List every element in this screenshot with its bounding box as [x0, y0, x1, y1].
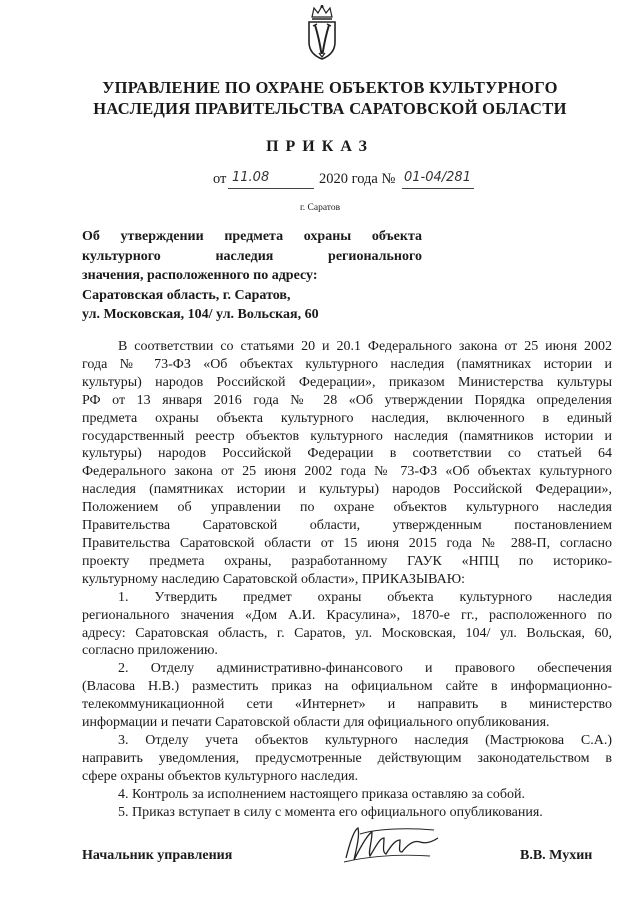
coat-of-arms-icon	[304, 4, 340, 60]
body-line: Федерального закона от 25 июня 2002 года № 73-ФЗ «Об объектах культурного	[82, 464, 612, 480]
date-prefix: от	[213, 171, 227, 187]
body-line: регионального значения «Дом А.И. Красулина», 1870-е гг., расположенного по	[82, 607, 612, 623]
body-line: телекоммуникационной сети «Интернет» и направить в министерство	[82, 697, 612, 713]
organization-name-line2: НАСЛЕДИЯ ПРАВИТЕЛЬСТВА САРАТОВСКОЙ ОБЛАСТИ	[93, 99, 567, 118]
body-line: направить уведомления, предусмотренные действующим законодательством в	[82, 750, 612, 766]
body-line: В соответствии со статьями 20 и 20.1 Федерального закона от 25 июня 2002	[118, 339, 612, 354]
body-line: сфере охраны объектов культурного наследия.	[82, 768, 359, 784]
body-line-item-2: 2. Отделу административно-финансового и правового обеспечения	[118, 661, 612, 677]
organization-name-line1: УПРАВЛЕНИЕ ПО ОХРАНЕ ОБЪЕКТОВ КУЛЬТУРНОГО	[102, 78, 558, 97]
subject-line: Саратовская область, г. Саратов,	[82, 287, 291, 303]
handwritten-signature-icon	[340, 822, 442, 866]
body-line-item-5: 5. Приказ вступает в силу с момента его официального опубликования.	[118, 804, 543, 820]
body-line: культуры) народов Российской Федерации», приказом Министерства культуры	[82, 374, 612, 390]
body-line: государственный реестр объектов культурного наследия (памятников истории и	[82, 428, 612, 444]
body-line-item-1: 1. Утвердить предмет охраны объекта культурного наследия	[118, 589, 612, 605]
city-label: г. Саратов	[299, 203, 341, 213]
handwritten-date: 11.08	[232, 170, 270, 185]
subject-line: ул. Московская, 104/ ул. Вольская, 60	[82, 307, 319, 322]
number-underline	[402, 188, 474, 189]
body-line: информации и печати Саратовской области для официального опубликования.	[82, 715, 550, 731]
body-line: проекту предмета охраны, разработанному ГАУК «НПЦ по историко-	[82, 553, 612, 569]
document-title: ПРИКАЗ	[266, 138, 374, 155]
body-line: адресу: Саратовская область, г. Саратов, ул. Московская, 104/ ул. Вольская, 60,	[82, 625, 612, 641]
subject-line: культурного наследия регионального	[82, 248, 422, 264]
subject-line: значения, расположенного по адресу:	[82, 268, 318, 283]
signatory-name: В.В. Мухин	[520, 848, 593, 863]
body-line: культурному наследию Саратовской области», ПРИКАЗЫВАЮ:	[82, 571, 465, 587]
handwritten-number: 01-04/281	[404, 170, 471, 185]
body-line: наследия (памятниках истории и культуры) народов Российской Федерации»,	[82, 482, 612, 498]
body-line: предмета охраны объекта культурного наследия, включенного в единый	[82, 410, 612, 426]
order-body	[82, 338, 612, 821]
body-line: Правительства Саратовской области от 15 июня 2015 года № 288-П, согласно	[82, 535, 612, 551]
year-text: 2020 года №	[319, 171, 396, 187]
order-subject	[82, 227, 422, 325]
body-line-item-4: 4. Контроль за исполнением настоящего приказа оставляю за собой.	[118, 786, 526, 802]
body-line: года № 73-ФЗ «Об объектах культурного наследия (памятниках истории и	[82, 356, 612, 372]
body-line: (Власова Н.В.) разместить приказ на официальном сайте в информационно-	[82, 679, 612, 695]
subject-line: Об утверждении предмета охраны объекта	[82, 229, 422, 244]
body-line: РФ от 13 января 2016 года № 28 «Об утверждении Порядка определения	[82, 392, 612, 408]
body-line: согласно приложению.	[82, 643, 218, 659]
body-line: Положением об управлении по охране объектов культурного наследия	[82, 500, 612, 516]
date-underline	[228, 188, 314, 189]
body-line: культуры) народов Российской Федерации в соответствии со статьей 64	[82, 446, 612, 462]
signatory-position: Начальник управления	[82, 848, 233, 863]
body-line: Правительства Саратовской области, утвержденным постановлением	[82, 518, 612, 534]
body-line-item-3: 3. Отделу учета объектов культурного наследия (Мастрюкова С.А.)	[118, 732, 612, 748]
